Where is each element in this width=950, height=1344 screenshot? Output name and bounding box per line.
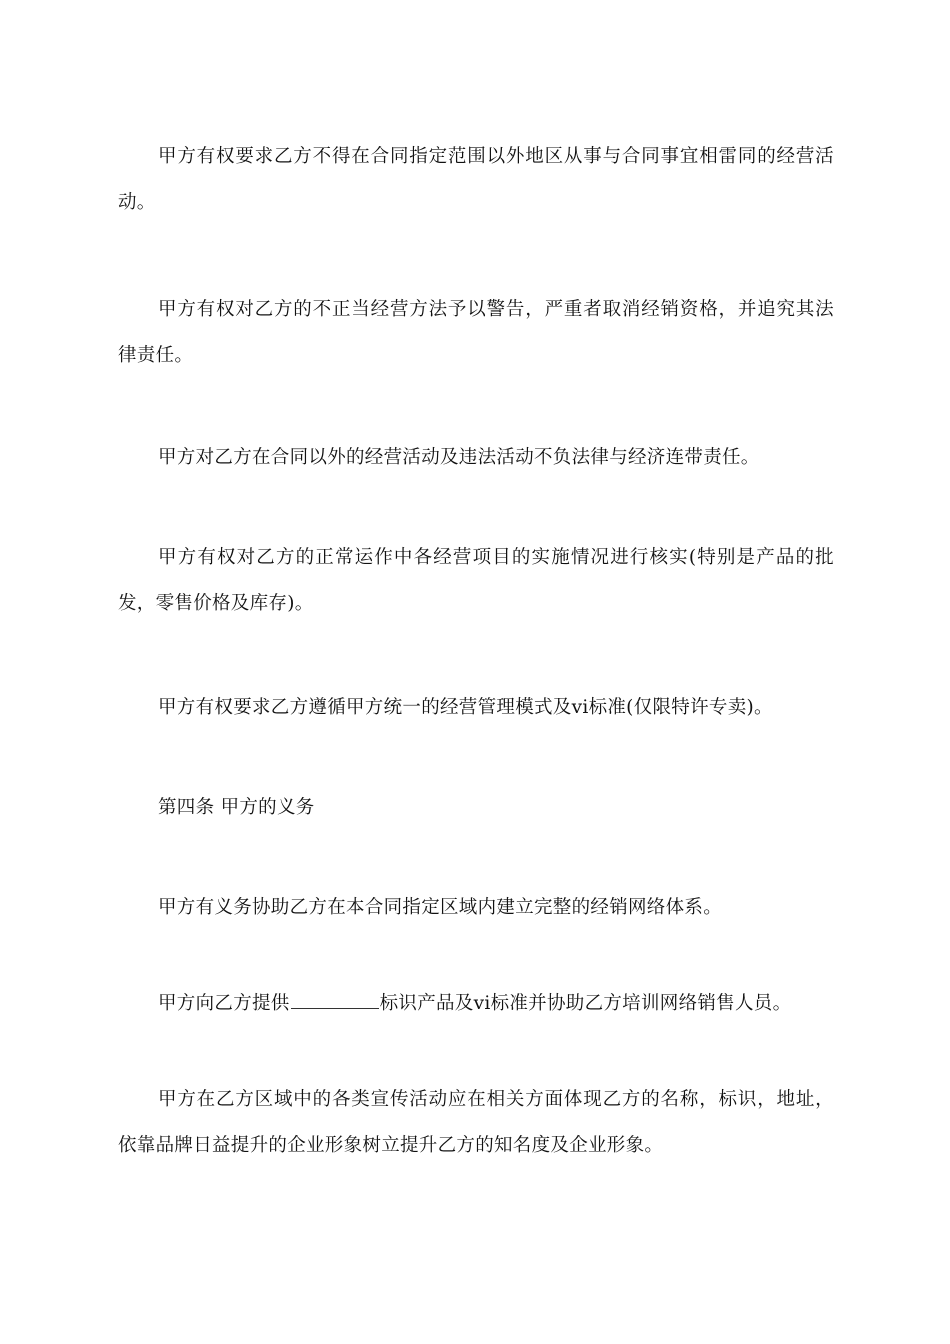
clause-paragraph-9: 甲方在乙方区域中的各类宣传活动应在相关方面体现乙方的名称，标识，地址，依靠品牌日益提升的企业形象树立提升乙方的知名度及企业形象。 [118,1088,834,1156]
fill-in-blank [291,1007,379,1009]
clause-paragraph-2: 甲方有权对乙方的不正当经营方法予以警告，严重者取消经销资格，并追究其法律责任。 [118,298,834,366]
clause-8-text-before-blank: 甲方向乙方提供 [158,992,290,1014]
clause-paragraph-8 [118,981,834,1027]
clause-paragraph-5: 甲方有权要求乙方遵循甲方统一的经营管理模式及vi标准(仅限特许专卖)。 [158,696,773,718]
clause-paragraph-3: 甲方对乙方在合同以外的经营活动及违法活动不负法律与经济连带责任。 [158,446,760,468]
clause-paragraph-7: 甲方有义务协助乙方在本合同指定区域内建立完整的经销网络体系。 [158,896,723,918]
clause-paragraph-4: 甲方有权对乙方的正常运作中各经营项目的实施情况进行核实(特别是产品的批发，零售价格及库存)。 [118,546,834,614]
clause-8-text-after-blank: 标识产品及vi标准并协助乙方培训网络销售人员。 [379,992,792,1014]
clause-paragraph-1: 甲方有权要求乙方不得在合同指定范围以外地区从事与合同事宜相雷同的经营活动。 [118,145,834,213]
article-heading: 第四条 甲方的义务 [158,796,315,818]
